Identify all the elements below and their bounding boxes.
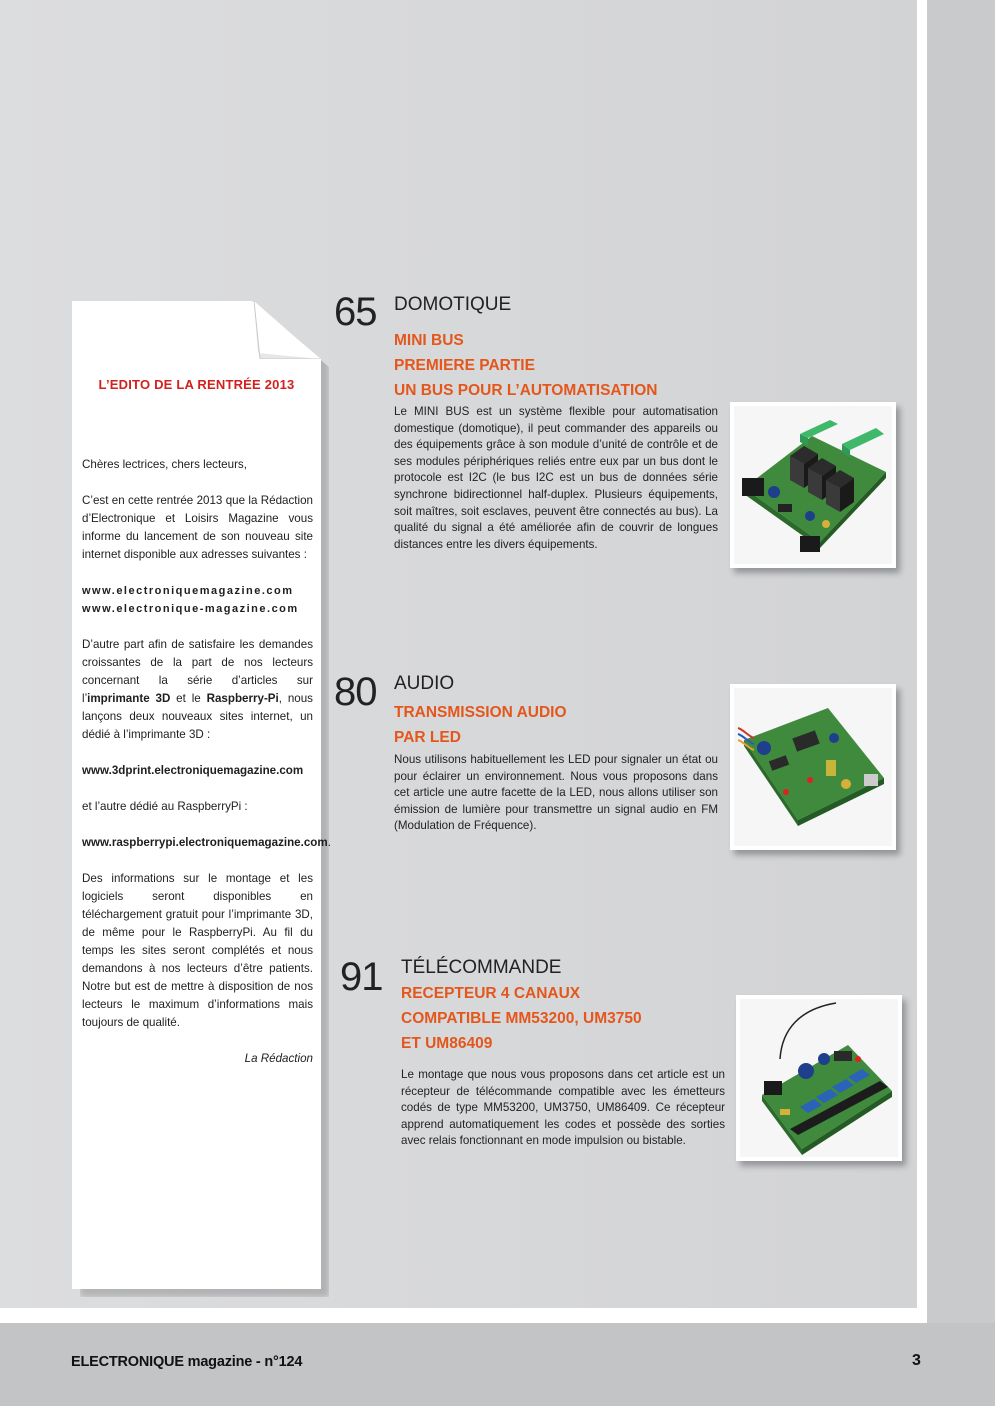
edito-paragraph-1: C’est en cette rentrée 2013 que la Rédaction d’Electronique et Loisirs Magazine vous informe du lancement de son nouveau site internet disponible aux adresses suivantes :: [82, 494, 313, 561]
article-1-photo: [730, 402, 896, 568]
edito-signature: La Rédaction: [244, 1052, 313, 1065]
article-1-title-line-1: MINI BUS: [394, 332, 464, 349]
pcb-relay-board-icon: [734, 406, 892, 564]
article-2-title-line-2: PAR LED: [394, 729, 461, 746]
edito-url-4[interactable]: www.raspberrypi.electroniquemagazine.com: [82, 836, 328, 849]
edito-url-block: [82, 582, 313, 618]
edito-greeting: Chères lectrices, chers lecteurs,: [82, 458, 247, 471]
article-3-photo-inner: [740, 999, 898, 1157]
edito-url-2[interactable]: www.electronique-magazine.com: [82, 603, 299, 615]
article-1-photo-inner: [734, 406, 892, 564]
article-2-title-line-1: TRANSMISSION AUDIO: [394, 704, 567, 721]
article-2-page-number: 80: [334, 670, 377, 714]
edito-p2-raspberry: Raspberry-Pi: [206, 692, 279, 705]
article-3-title-line-1: RECEPTEUR 4 CANAUX: [401, 985, 581, 1002]
edito-url-4-suffix: .: [327, 836, 331, 849]
edito-url-3[interactable]: www.3dprint.electroniquemagazine.com: [82, 764, 304, 777]
edito-paragraph-4: Des informations sur le montage et les logiciels seront disponibles en téléchargement gratuit pour l’imprimante 3D, de même pour le RaspberryPi. Au fil du temps les sites seront complétés et nous demandons à nos lecteurs d’être patients. Notre but est de mettre à disposition de nos lecteurs le maximum d’informations mais toujours de qualité.: [82, 872, 313, 1029]
edito-heading: L’EDITO DE LA RENTRÉE 2013: [98, 377, 295, 392]
article-2-photo: [730, 684, 896, 850]
edito-sheet: [72, 301, 331, 1289]
article-1-page-number: 65: [334, 290, 377, 334]
edito-body: [82, 456, 331, 1086]
article-1-title: [394, 328, 724, 403]
edito-paragraph-2: [82, 636, 313, 744]
page-curl-icon: [254, 301, 320, 359]
article-2-category: AUDIO: [394, 673, 455, 694]
article-3-page-number: 91: [340, 955, 383, 999]
footer-magazine-title: ELECTRONIQUE magazine - n°124: [71, 1354, 303, 1370]
article-2-photo-inner: [734, 688, 892, 846]
audio-led-board-icon: [734, 688, 892, 846]
edito-p2-imprimante: imprimante 3D: [87, 692, 171, 705]
article-3-description: Le montage que nous vous proposons dans cet article est un récepteur de télécommande compatible avec les émetteurs codés de type MM53200, UM3750, UM86409. Ce récepteur apprend automatiquement les codes et possède des sorties avec relais fonctionnant en mode impulsion ou bistable.: [401, 1068, 725, 1148]
receiver-board-icon: [740, 999, 898, 1157]
article-1-title-line-2: PREMIERE PARTIE: [394, 357, 535, 374]
article-3-title: [401, 981, 731, 1056]
edito-p2-text-e: , nous lançons deux nouveaux sites internet, un dédié à l’imprimante 3D :: [82, 692, 313, 741]
edito-paragraph-3: et l’autre dédié au RaspberryPi :: [82, 800, 248, 813]
article-3-category: TÉLÉCOMMANDE: [401, 957, 562, 978]
edito-url-4-line: [82, 834, 331, 852]
article-3-title-line-2: COMPATIBLE MM53200, UM3750: [401, 1010, 642, 1027]
article-3-title-line-3: ET UM86409: [401, 1035, 493, 1052]
edito-url-1[interactable]: www.electroniquemagazine.com: [82, 585, 294, 597]
article-1-title-line-3: UN BUS POUR L’AUTOMATISATION: [394, 382, 658, 399]
article-1-description: Le MINI BUS est un système flexible pour automatisation domestique (domotique), il peut commander des appareils ou des équipements grâce à son module d’unité de contrôle et de ses modules périphériques reliés entre eux par un bus dont le protocole est I2C (le bus I2C est un bus de données série synchrone bidirectionnel half-duplex. Plusieurs équipements, soit maîtres, soit esclaves, peuvent être connectés au bus). La qualité du signal a été améliorée afin de couvrir de longues distances entre les divers équipements.: [394, 405, 718, 551]
article-2-title: [394, 700, 724, 750]
article-3-photo: [736, 995, 902, 1161]
footer-page-number: 3: [912, 1352, 921, 1369]
edito-p2-text-c: et le: [170, 692, 207, 705]
article-2-description: Nous utilisons habituellement les LED pour signaler un état ou pour éclairer un environnement. Nous vous proposons dans cet article une autre facette de la LED, nous allons utiliser son émission de lumière pour transmettre un signal audio en FM (Modulation de Fréquence).: [394, 753, 718, 833]
edito-p2-text-a: D’autre part afin de satisfaire les demandes croissantes de la part de nos lecteurs concernant la série d’articles sur l’: [82, 638, 313, 705]
right-margin-strip: [927, 0, 995, 1323]
article-1-category: DOMOTIQUE: [394, 294, 512, 315]
